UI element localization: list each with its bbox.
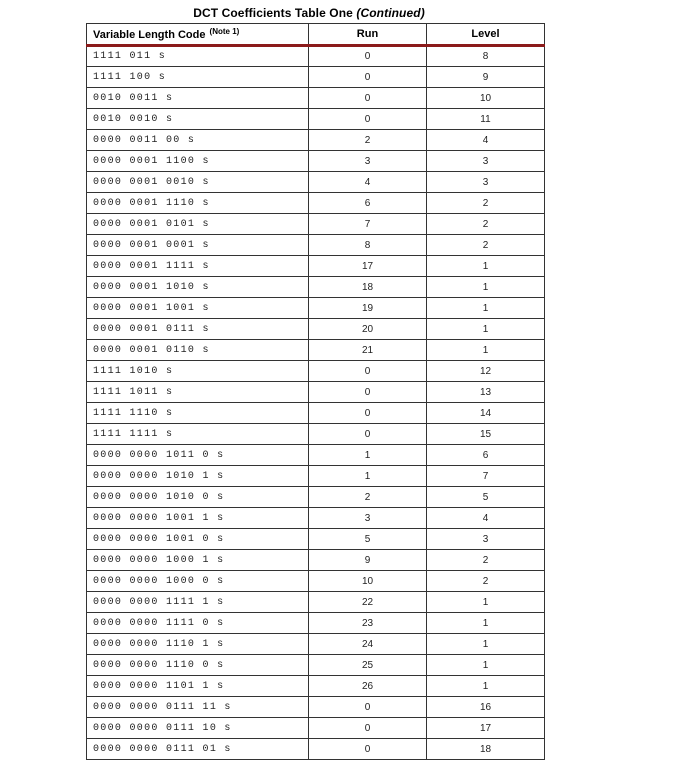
cell-run: 0 — [309, 46, 427, 67]
cell-run: 0 — [309, 739, 427, 760]
header-row — [87, 24, 545, 46]
cell-level: 1 — [427, 655, 545, 676]
table-row — [87, 592, 545, 613]
cell-code: 0000 0000 1101 1 s — [87, 676, 309, 697]
cell-code: 0000 0000 0111 01 s — [87, 739, 309, 760]
cell-code: 0000 0001 1010 s — [87, 277, 309, 298]
cell-code: 0010 0010 s — [87, 109, 309, 130]
table-row — [87, 739, 545, 760]
header-note-ref: (Note 1) — [209, 27, 240, 36]
cell-run: 26 — [309, 676, 427, 697]
cell-level: 15 — [427, 424, 545, 445]
table-row — [87, 718, 545, 739]
cell-run: 9 — [309, 550, 427, 571]
cell-run: 4 — [309, 172, 427, 193]
cell-run: 20 — [309, 319, 427, 340]
cell-level: 2 — [427, 571, 545, 592]
cell-level: 9 — [427, 67, 545, 88]
table-row — [87, 571, 545, 592]
table-row — [87, 130, 545, 151]
table-row — [87, 613, 545, 634]
cell-code: 1111 1011 s — [87, 382, 309, 403]
cell-level: 1 — [427, 319, 545, 340]
table-row — [87, 172, 545, 193]
table-row — [87, 508, 545, 529]
cell-level: 8 — [427, 46, 545, 67]
table-title-main: DCT Coefficients Table One — [193, 6, 357, 20]
table-row — [87, 550, 545, 571]
cell-level: 3 — [427, 529, 545, 550]
table-row — [87, 235, 545, 256]
cell-code: 0000 0011 00 s — [87, 130, 309, 151]
cell-code: 0000 0000 1001 1 s — [87, 508, 309, 529]
cell-run: 3 — [309, 151, 427, 172]
cell-code: 0000 0001 0001 s — [87, 235, 309, 256]
cell-code: 0000 0000 0111 11 s — [87, 697, 309, 718]
cell-level: 14 — [427, 403, 545, 424]
cell-code: 0000 0001 0101 s — [87, 214, 309, 235]
cell-level: 4 — [427, 130, 545, 151]
cell-run: 0 — [309, 718, 427, 739]
cell-run: 8 — [309, 235, 427, 256]
cell-run: 0 — [309, 382, 427, 403]
table-title-continued: (Continued) — [356, 6, 425, 20]
cell-level: 1 — [427, 298, 545, 319]
cell-run: 18 — [309, 277, 427, 298]
cell-run: 0 — [309, 88, 427, 109]
cell-code: 1111 100 s — [87, 67, 309, 88]
table-row — [87, 151, 545, 172]
table-row — [87, 214, 545, 235]
cell-level: 1 — [427, 256, 545, 277]
table-row — [87, 466, 545, 487]
cell-run: 10 — [309, 571, 427, 592]
cell-level: 1 — [427, 277, 545, 298]
cell-code: 0000 0000 0111 10 s — [87, 718, 309, 739]
table-row — [87, 319, 545, 340]
cell-code: 0000 0000 1000 0 s — [87, 571, 309, 592]
cell-run: 2 — [309, 130, 427, 151]
cell-code: 0010 0011 s — [87, 88, 309, 109]
cell-code: 0000 0001 1001 s — [87, 298, 309, 319]
cell-level: 18 — [427, 739, 545, 760]
table-title — [0, 6, 618, 20]
cell-level: 6 — [427, 445, 545, 466]
table-header — [87, 24, 545, 46]
table-row — [87, 88, 545, 109]
cell-code: 0000 0001 1100 s — [87, 151, 309, 172]
cell-run: 24 — [309, 634, 427, 655]
cell-level: 17 — [427, 718, 545, 739]
cell-code: 0000 0000 1111 1 s — [87, 592, 309, 613]
cell-level: 1 — [427, 676, 545, 697]
table-row — [87, 382, 545, 403]
table-row — [87, 403, 545, 424]
table-row — [87, 634, 545, 655]
cell-code: 0000 0000 1111 0 s — [87, 613, 309, 634]
cell-level: 3 — [427, 151, 545, 172]
cell-code: 0000 0001 1110 s — [87, 193, 309, 214]
cell-code: 0000 0000 1001 0 s — [87, 529, 309, 550]
table-row — [87, 67, 545, 88]
cell-run: 0 — [309, 67, 427, 88]
cell-run: 1 — [309, 445, 427, 466]
cell-code: 0000 0000 1010 1 s — [87, 466, 309, 487]
cell-run: 23 — [309, 613, 427, 634]
cell-code: 0000 0001 0010 s — [87, 172, 309, 193]
cell-code: 1111 1111 s — [87, 424, 309, 445]
table-row — [87, 487, 545, 508]
cell-level: 3 — [427, 172, 545, 193]
cell-level: 4 — [427, 508, 545, 529]
header-variable-length-code — [87, 24, 309, 46]
cell-level: 16 — [427, 697, 545, 718]
cell-level: 2 — [427, 235, 545, 256]
cell-level: 2 — [427, 550, 545, 571]
cell-code: 0000 0000 1110 1 s — [87, 634, 309, 655]
table-row — [87, 277, 545, 298]
cell-level: 5 — [427, 487, 545, 508]
cell-code: 0000 0000 1010 0 s — [87, 487, 309, 508]
header-code-label: Variable Length Code — [93, 29, 209, 41]
cell-level: 1 — [427, 592, 545, 613]
cell-code: 1111 011 s — [87, 46, 309, 67]
cell-level: 10 — [427, 88, 545, 109]
table-row — [87, 256, 545, 277]
cell-run: 22 — [309, 592, 427, 613]
table-row — [87, 109, 545, 130]
cell-run: 7 — [309, 214, 427, 235]
cell-code: 1111 1110 s — [87, 403, 309, 424]
table-body — [87, 46, 545, 760]
cell-run: 1 — [309, 466, 427, 487]
cell-level: 1 — [427, 634, 545, 655]
cell-code: 0000 0000 1000 1 s — [87, 550, 309, 571]
table-row — [87, 445, 545, 466]
table-row — [87, 46, 545, 67]
cell-level: 12 — [427, 361, 545, 382]
table-row — [87, 676, 545, 697]
cell-code: 0000 0001 1111 s — [87, 256, 309, 277]
cell-run: 25 — [309, 655, 427, 676]
cell-run: 5 — [309, 529, 427, 550]
cell-level: 11 — [427, 109, 545, 130]
table-row — [87, 529, 545, 550]
table-row — [87, 697, 545, 718]
cell-run: 0 — [309, 424, 427, 445]
table-row — [87, 298, 545, 319]
cell-run: 0 — [309, 361, 427, 382]
header-run: Run — [309, 24, 427, 46]
cell-run: 0 — [309, 403, 427, 424]
cell-run: 3 — [309, 508, 427, 529]
table-row — [87, 424, 545, 445]
cell-code: 1111 1010 s — [87, 361, 309, 382]
cell-level: 1 — [427, 340, 545, 361]
table-row — [87, 361, 545, 382]
header-level: Level — [427, 24, 545, 46]
cell-run: 2 — [309, 487, 427, 508]
cell-run: 0 — [309, 109, 427, 130]
cell-run: 0 — [309, 697, 427, 718]
dct-coefficients-table — [86, 23, 545, 760]
cell-level: 7 — [427, 466, 545, 487]
cell-code: 0000 0000 1011 0 s — [87, 445, 309, 466]
cell-level: 2 — [427, 193, 545, 214]
table-row — [87, 655, 545, 676]
cell-run: 6 — [309, 193, 427, 214]
cell-level: 13 — [427, 382, 545, 403]
cell-run: 21 — [309, 340, 427, 361]
cell-code: 0000 0001 0110 s — [87, 340, 309, 361]
cell-run: 19 — [309, 298, 427, 319]
table-row — [87, 193, 545, 214]
cell-run: 17 — [309, 256, 427, 277]
cell-code: 0000 0001 0111 s — [87, 319, 309, 340]
cell-level: 1 — [427, 613, 545, 634]
cell-level: 2 — [427, 214, 545, 235]
cell-code: 0000 0000 1110 0 s — [87, 655, 309, 676]
table-row — [87, 340, 545, 361]
